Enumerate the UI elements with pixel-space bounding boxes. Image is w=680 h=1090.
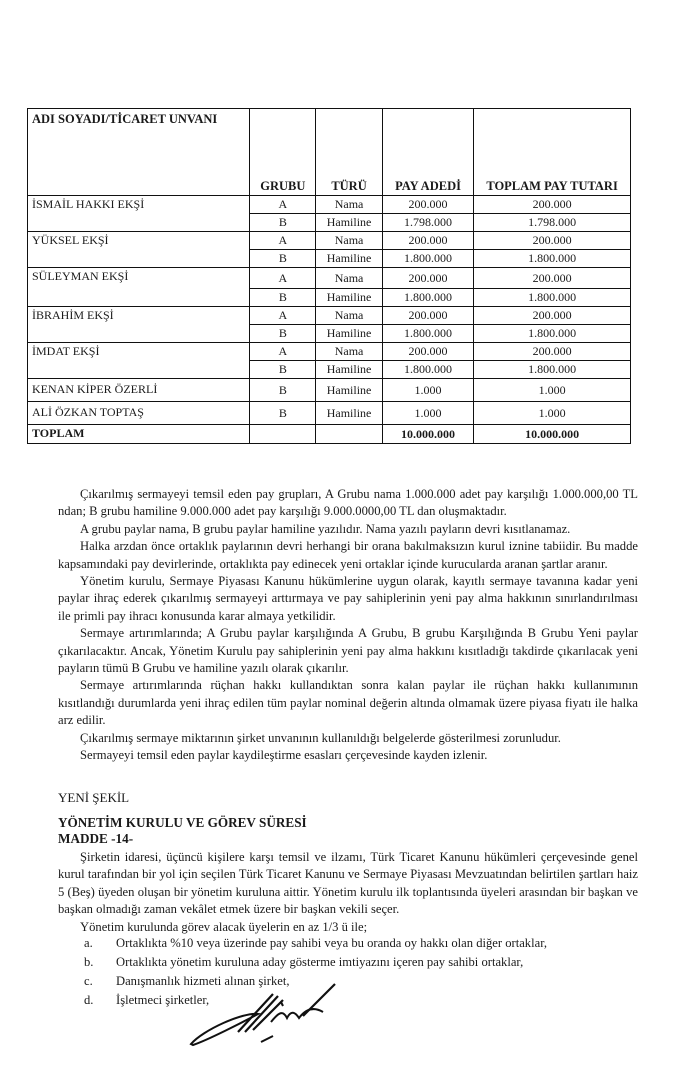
shareholder-name: İSMAİL HAKKI EKŞİ xyxy=(28,196,250,232)
shareholder-name: SÜLEYMAN EKŞİ xyxy=(28,268,250,307)
table-row xyxy=(28,307,631,325)
paragraph: Sermaye artırımlarında; A Grubu paylar karşılığında A Grubu, B grubu Karşılığında B Grubu Yeni paylar çıkarılacaktır. Ancak, Yönetim Kurulu pay sahiplerinin yeni pay alma hakkını kısıtladığı takdirde çıkarılacak yeni payların tümü B Grubu ve hamiline yazılı olarak çıkarılır. xyxy=(58,626,638,676)
cell-type: Nama xyxy=(316,232,383,250)
cell-quantity: 200.000 xyxy=(382,307,473,325)
cell-type: Nama xyxy=(316,268,383,289)
cell-quantity: 1.000 xyxy=(382,379,473,402)
list-text: Danışmanlık hizmeti alınan şirket, xyxy=(116,974,290,988)
cell-total: 1.798.000 xyxy=(474,214,631,232)
cell-group: B xyxy=(250,402,316,425)
cell-quantity: 1.800.000 xyxy=(382,289,473,307)
paragraph: Çıkarılmış sermaye miktarının şirket unvanının kullanıldığı belgelerde gösterilmesi zorunludur. xyxy=(80,730,561,745)
cell-group: A xyxy=(250,307,316,325)
cell-total: 200.000 xyxy=(474,268,631,289)
paragraph: Yönetim kurulu, Sermaye Piyasası Kanunu hükümlerine uygun olarak, kayıtlı sermaye tavanına kadar yeni paylar ihraç ederek çıkarılmış sermayeyi arttırmaya ve pay sahiplerinin yeni pay alma hakkının sınırlandırılması ile primli pay ihracı konusunda karar almaya yetkilidir. xyxy=(58,574,638,623)
shareholder-name: YÜKSEL EKŞİ xyxy=(28,232,250,268)
cell-quantity: 200.000 xyxy=(382,232,473,250)
cell-type: Hamiline xyxy=(316,325,383,343)
shareholder-name: KENAN KİPER ÖZERLİ xyxy=(28,379,250,402)
cell-type: Hamiline xyxy=(316,289,383,307)
cell-total: 1.800.000 xyxy=(474,361,631,379)
capital-paragraphs xyxy=(58,486,638,765)
cell-total: 1.000 xyxy=(474,402,631,425)
cell-group: A xyxy=(250,343,316,361)
article-number: MADDE -14- xyxy=(58,831,134,846)
cell-quantity: 1.800.000 xyxy=(382,250,473,268)
cell-quantity: 1.800.000 xyxy=(382,361,473,379)
cell-group: A xyxy=(250,196,316,214)
cell-group: B xyxy=(250,250,316,268)
cell-total: 200.000 xyxy=(474,196,631,214)
shareholder-name: İMDAT EKŞİ xyxy=(28,343,250,379)
cell-group: A xyxy=(250,232,316,250)
cell-quantity: 200.000 xyxy=(382,268,473,289)
cell-quantity: 200.000 xyxy=(382,196,473,214)
cell-group: B xyxy=(250,325,316,343)
paragraph: Şirketin idaresi, üçüncü kişilere karşı temsil ve ilzamı, Türk Ticaret Kanunu hükümleri çerçevesinde genel kurul tarafından bir yol için seçilen Türk Ticaret Kanunu ve Sermaye Piyasası Mevzuatından belirtilen şartları haiz 5 (Beş) üyeden oluşan bir yönetim kuruluna aittir. Yönetim kurulu ilk toplantısında üyeleri arasından bir başkan ve başkan olmadığı zaman vekâlet etmek üzere bir başkan vekili seçer. xyxy=(58,850,638,917)
cell-group: A xyxy=(250,268,316,289)
paragraph: Yönetim kurulunda görev alacak üyelerin en az 1/3 ü ile; xyxy=(80,919,368,934)
table-total-row xyxy=(28,425,631,444)
cell-group: B xyxy=(250,379,316,402)
cell-group: B xyxy=(250,289,316,307)
board-paragraphs xyxy=(58,849,638,936)
list-text: İşletmeci şirketler, xyxy=(116,993,210,1007)
list-label: a. xyxy=(84,936,93,950)
cell-total: 200.000 xyxy=(474,307,631,325)
table-row xyxy=(28,232,631,250)
cell-type xyxy=(316,425,383,444)
paragraph: Sermaye artırımlarında rüçhan hakkı kullandıktan sonra kalan paylar ile rüçhan hakkı kullanımının kısıtlandığı durumlarda yeni ihraç edilen tüm paylar nominal değerin altında olmamak üzere piyasa fiyatı ile halka arz edilir. xyxy=(58,678,638,728)
total-label: TOPLAM xyxy=(28,425,250,444)
total-amount: 10.000.000 xyxy=(474,425,631,444)
cell-type: Hamiline xyxy=(316,250,383,268)
cell-total: 1.800.000 xyxy=(474,325,631,343)
paragraph: Sermayeyi temsil eden paylar kaydileştirme esasları çerçevesinde kayden izlenir. xyxy=(80,748,488,763)
signature-icon xyxy=(183,982,343,1052)
header-total: TOPLAM PAY TUTARI xyxy=(474,109,631,196)
table-header-row xyxy=(28,109,631,196)
new-form-label: YENİ ŞEKİL xyxy=(58,790,130,805)
cell-total: 200.000 xyxy=(474,343,631,361)
list-item xyxy=(84,953,547,972)
paragraph: A grubu paylar nama, B grubu paylar hamiline yazılıdır. Nama yazılı payların devri kısıtlanamaz. xyxy=(80,521,571,536)
table-row xyxy=(28,343,631,361)
shareholder-name: ALİ ÖZKAN TOPTAŞ xyxy=(28,402,250,425)
table-row xyxy=(28,196,631,214)
cell-total: 1.000 xyxy=(474,379,631,402)
list-text: Ortaklıkta %10 veya üzerinde pay sahibi veya bu oranda oy hakkı olan diğer ortaklar, xyxy=(116,936,548,950)
table-row xyxy=(28,402,631,425)
cell-group: B xyxy=(250,361,316,379)
paragraph: Çıkarılmış sermayeyi temsil eden pay grupları, A Grubu nama 1.000.000 adet pay karşılığı 1.000.000,00 TL ndan; B grubu hamiline 9.000.000 adet pay karşılığı 9.000.0000,00 TL dan oluşmaktadır. xyxy=(58,487,638,519)
cell-quantity: 1.798.000 xyxy=(382,214,473,232)
cell-type: Nama xyxy=(316,343,383,361)
header-type: TÜRÜ xyxy=(316,109,383,196)
cell-quantity: 1.800.000 xyxy=(382,325,473,343)
list-label: c. xyxy=(84,974,93,988)
header-name: ADI SOYADI/TİCARET UNVANI xyxy=(28,109,250,196)
cell-type: Nama xyxy=(316,196,383,214)
cell-type: Hamiline xyxy=(316,214,383,232)
header-quantity: PAY ADEDİ xyxy=(382,109,473,196)
cell-total: 1.800.000 xyxy=(474,250,631,268)
cell-type: Hamiline xyxy=(316,402,383,425)
paragraph: Halka arzdan önce ortaklık paylarının devri herhangi bir orana bakılmaksızın kurul iznine tabiidir. Bu madde kapsamındaki pay devirlerinde, ortaklıkta pay edinecek yeni ortaklar içinde kurucularda aranan şartlar aranır. xyxy=(58,539,638,571)
list-item xyxy=(84,934,547,953)
table-row xyxy=(28,268,631,289)
cell-total: 200.000 xyxy=(474,232,631,250)
cell-group xyxy=(250,425,316,444)
cell-type: Hamiline xyxy=(316,361,383,379)
list-label: b. xyxy=(84,955,94,969)
cell-group: B xyxy=(250,214,316,232)
table-row xyxy=(28,379,631,402)
shareholder-table xyxy=(27,108,631,444)
cell-type: Hamiline xyxy=(316,379,383,402)
cell-quantity: 200.000 xyxy=(382,343,473,361)
list-text: Ortaklıkta yönetim kuruluna aday gösterme imtiyazını içeren pay sahibi ortaklar, xyxy=(116,955,524,969)
cell-type: Nama xyxy=(316,307,383,325)
section-title: YÖNETİM KURULU VE GÖREV SÜRESİ xyxy=(58,815,307,830)
header-group: GRUBU xyxy=(250,109,316,196)
cell-total: 1.800.000 xyxy=(474,289,631,307)
list-label: d. xyxy=(84,993,94,1007)
section-heading xyxy=(58,815,307,847)
cell-quantity: 1.000 xyxy=(382,402,473,425)
shareholder-name: İBRAHİM EKŞİ xyxy=(28,307,250,343)
total-quantity: 10.000.000 xyxy=(382,425,473,444)
